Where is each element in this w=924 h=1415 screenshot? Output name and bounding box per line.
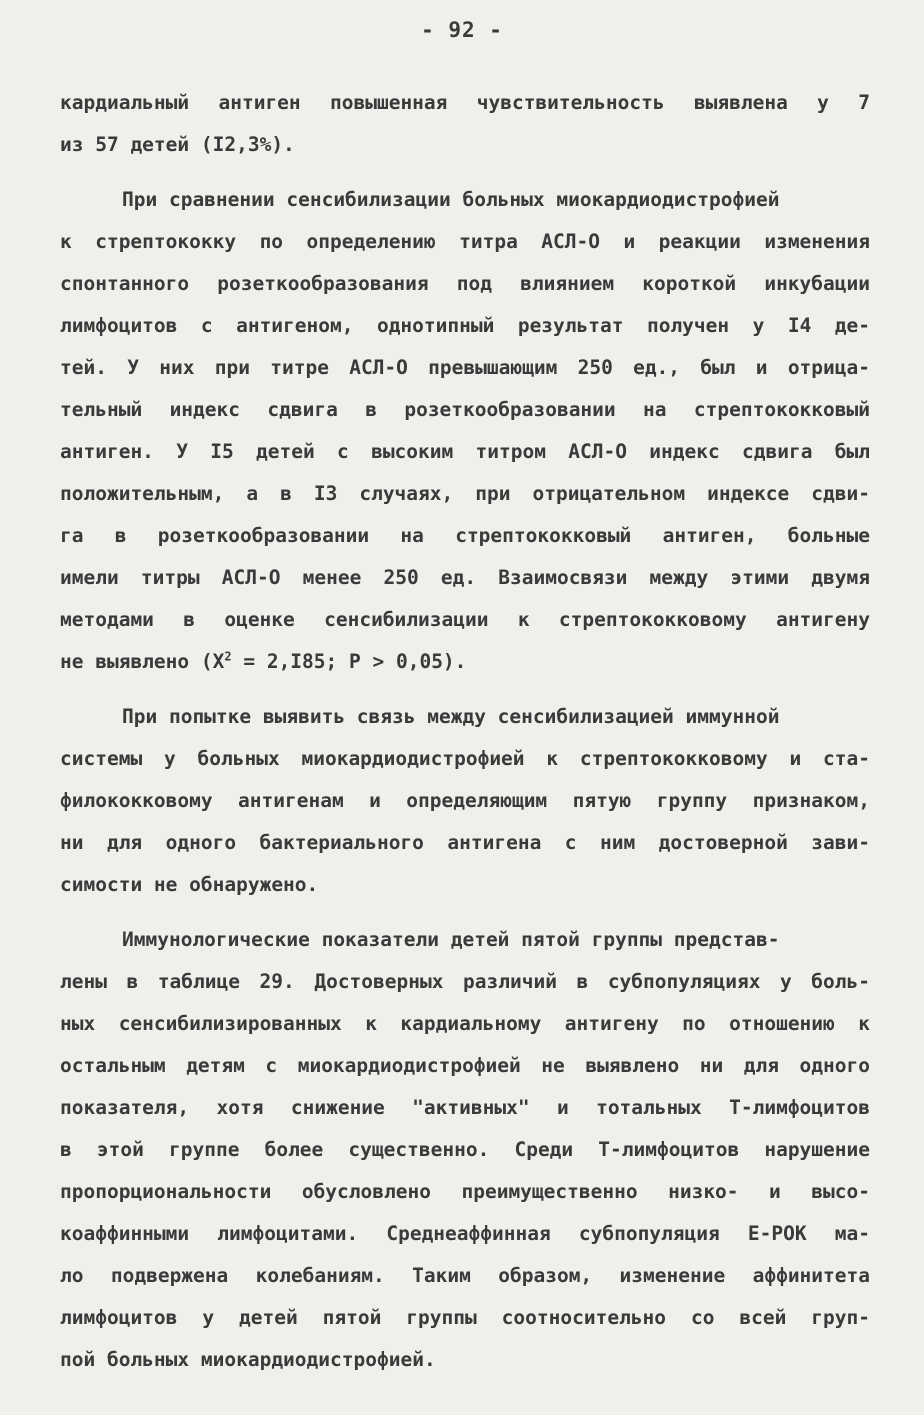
- text-line: ни для одного бактериального антигена с ним достоверной зави-: [60, 831, 870, 854]
- formula-superscript: 2: [224, 649, 232, 664]
- text-line: спонтанного розеткообразования под влиянием короткой инкубации: [60, 272, 870, 295]
- text-line: При попытке выявить связь между сенсибилизацией иммунной: [122, 705, 780, 728]
- text-line: пропорциональности обусловлено преимущественно низко- и высо-: [60, 1180, 870, 1203]
- text-line: остальным детям с миокардиодистрофией не выявлено ни для одного: [60, 1054, 870, 1077]
- text-line: из 57 детей (I2,3%).: [60, 133, 295, 156]
- text-line: к стрептококку по определению титра АСЛ-О и реакции изменения: [60, 230, 870, 253]
- text-line: Иммунологические показатели детей пятой группы представ-: [122, 928, 780, 951]
- formula-end: = 2,I85; P > 0,05).: [231, 650, 467, 673]
- document-body: [60, 82, 870, 1381]
- text-line: филококковому антигенам и определяющим пятую группу признаком,: [60, 789, 870, 812]
- formula-line: [60, 641, 870, 683]
- paragraph: [60, 179, 870, 683]
- text-line: показателя, хотя снижение "активных" и тотальных Т-лимфоцитов: [60, 1096, 870, 1119]
- formula-start: не выявлено (X: [60, 650, 225, 673]
- text-line: коаффинными лимфоцитами. Среднеаффинная субпопуляция Е-РОК ма-: [60, 1222, 870, 1245]
- page-number: - 92 -: [421, 18, 503, 42]
- text-line: имели титры АСЛ-О менее 250 ед. Взаимосвязи между этими двумя: [60, 566, 870, 589]
- text-line: методами в оценке сенсибилизации к стрептококковому антигену: [60, 608, 870, 631]
- text-line: ных сенсибилизированных к кардиальному антигену по отношению к: [60, 1012, 870, 1035]
- paragraph: [60, 919, 870, 1381]
- text-line: в этой группе более существенно. Среди Т-лимфоцитов нарушение: [60, 1138, 870, 1161]
- text-line: лимфоцитов с антигеном, однотипный результат получен у I4 де-: [60, 314, 870, 337]
- text-line: га в розеткообразовании на стрептококковый антиген, больные: [60, 524, 870, 547]
- text-line: тей. У них при титре АСЛ-О превышающим 250 ед., был и отрица-: [60, 356, 870, 379]
- paragraph: [60, 82, 870, 166]
- text-line: ло подвержена колебаниям. Таким образом, изменение аффинитета: [60, 1264, 870, 1287]
- text-line: пой больных миокардиодистрофией.: [60, 1348, 436, 1371]
- text-line: кардиальный антиген повышенная чувствительность выявлена у 7: [60, 91, 870, 114]
- paragraph: [60, 696, 870, 906]
- text-line: При сравнении сенсибилизации больных миокардиодистрофией: [122, 188, 780, 211]
- text-line: антиген. У I5 детей с высоким титром АСЛ-О индекс сдвига был: [60, 440, 870, 463]
- text-line: положительным, а в I3 случаях, при отрицательном индексе сдви-: [60, 482, 870, 505]
- text-line: тельный индекс сдвига в розеткообразовании на стрептококковый: [60, 398, 870, 421]
- text-line: лимфоцитов у детей пятой группы соотносительно со всей груп-: [60, 1306, 870, 1329]
- text-line: системы у больных миокардиодистрофией к стрептококковому и ста-: [60, 747, 870, 770]
- text-line: симости не обнаружено.: [60, 873, 319, 896]
- text-line: лены в таблице 29. Достоверных различий в субпопуляциях у боль-: [60, 970, 870, 993]
